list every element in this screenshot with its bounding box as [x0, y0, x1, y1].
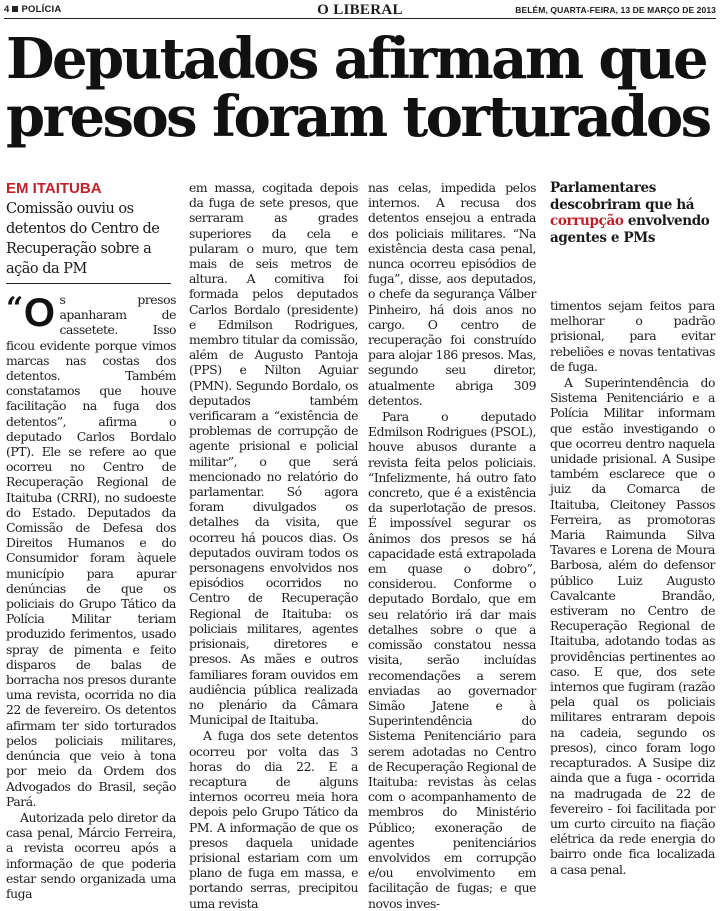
- body-paragraph: em massa, cogitada depois da fuga de sete presos, que serraram as grades superiores da cela e pularam o muro, que tem mais de seis metros de altura. A comitiva foi formada pelos deputados Carlos Bordalo (presidente) e Edmilson Rodrigues, membro titular da comissão, além de Augusto Pantoja (PPS) e Nilton Aguiar (PMN). Segundo Bordalo, os deputados também verificaram a “existência de problemas de corrupção de agente prisional e policial militar”, o que será mencionado no relatório do parlamentar. Só agora foram divulgados os detalhes da visita, que ocorreu há poucos dias. Os deputados ouviram todos os personagens envolvidos nos episódios ocorridos no Centro de Recuperação Regional de Itaituba: os policiais militares, agentes prisionais, diretores e presos. As mães e outros familiares foram ouvidos em audiência pública realizada no plenário da Câmara Municipal de Itaituba.: [189, 180, 358, 728]
- subhead-divider: [6, 283, 171, 284]
- headline-line-1: Deputados afirmam que: [6, 26, 707, 92]
- body-paragraph: Para o deputado Edmilson Rodrigues (PSOL), houve abusos durante a revista feita pelos policiais. “Infelizmente, há outro fato concreto, que é a existência da superlotação de presos. É impossível segurar os ânimos dos presos se há capacidade está extrapolada em quase o dobro”, considerou. Conforme o deputado Bordalo, que em seu relatório irá dar mais detalhes sobre o que a comissão constatou nessa visita, serão incluídas recomendações a serem enviadas ao governador Simão Jatene e à Superintendência do Sistema Penitenciário para serem adotadas no Centro de Recuperação Regional de Itaituba: revistas às celas com o acompanhamento de membros do Ministério Público; exoneração de agentes penitenciários envolvidos em corrupção e/ou envolvimento em facilitação de fugas; e que novos inves-: [368, 409, 536, 911]
- body-paragraph: [6, 292, 176, 809]
- pull-quote-text-end: envolvendo agentes e PMs: [550, 213, 710, 246]
- page-number: 4: [4, 4, 10, 15]
- body-paragraph: nas celas, impedida pelos internos. A recusa dos detentos ensejou a entrada dos policiais militares. “Na existência desta casa penal, nunca ocorreu episódios de fuga”, disse, aos deputados, o chefe da segurança Válber Pinheiro, há dois anos no cargo. O centro de recuperação foi construído para alojar 186 presos. Mas, segundo seu diretor, atualmente abriga 309 detentos.: [368, 180, 536, 408]
- body-text: s presos apanharam de cassetete. Isso ficou evidente porque vimos marcas nas costas dos detentos. Também constatamos que houve facilitação na fuga dos detentos”, afirma o deputado Carlos Bordalo (PT). Ele se refere ao que ocorreu no Centro de Recuperação Regional de Itaituba (CRRI), no sudoeste do Estado. Deputados da Comissão de Defesa dos Direitos Humanos e do Consumidor foram àquele município para apurar denúncias de que os policiais do Grupo Tático da Polícia Militar teriam produzido ferimentos, usado spray de pimenta e feito disparos de balas de borracha nos presos durante uma revista, ocorrida no dia 22 de fevereiro. Os detentos afirmam ter sido torturados pelos policiais militares, denúncia que veio à tona por meio da Ordem dos Advogados do Brasil, seção Pará.: [6, 292, 176, 809]
- body-paragraph: timentos sejam feitos para melhorar o padrão prisional, para evitar rebeliões e novas tentativas de fuga.: [550, 298, 715, 374]
- masthead: O LIBERAL: [317, 2, 403, 18]
- open-quote-mark: “: [6, 291, 23, 326]
- pull-quote-text: Parlamentares descobriram que há: [550, 180, 695, 213]
- subhead: Comissão ouviu os detentos do Centro de Recuperação sobre a ação da PM: [6, 201, 160, 277]
- drop-cap-letter: O: [23, 291, 55, 335]
- body-column-3: [368, 180, 536, 911]
- dateline: BELÉM, QUARTA-FEIRA, 13 DE MARÇO DE 2013: [515, 5, 716, 15]
- body-column-2: [189, 180, 358, 911]
- headline-line-2: presos foram torturados: [6, 84, 710, 150]
- headline: [6, 26, 718, 150]
- pull-quote: [550, 180, 715, 246]
- body-column-4: [550, 298, 715, 877]
- body-paragraph: A Superintendência do Sistema Penitenciário e a Polícia Militar informam que estão investigando o que ocorreu dentro naquela unidade prisional. A Susipe também esclarece que o juiz da Comarca de Itaituba, Cleitoney Passos Ferreira, as promotoras Maria Raimunda Silva Tavares e Lorena de Moura Barbosa, além do defensor público Luiz Augusto Cavalcante Brandão, estiveram no Centro de Recuperação Regional de Itaituba, adotando todas as providências pertinentes ao caso. E que, dos sete internos que fugiram (razão pela qual os policiais militares entraram depois na cadeia, segundo os presos), cinco foram logo recapturados. A Susipe diz ainda que a fuga - ocorrida na madrugada de 22 de fevereiro - foi facilitada por um curto circuito na fiação elétrica da rede energia do bairro onde fica localizada a casa penal.: [550, 375, 715, 877]
- kicker: EM ITAITUBA: [6, 180, 102, 197]
- section-name: POLÍCIA: [21, 4, 62, 15]
- body-paragraph: Autorizada pelo diretor da casa penal, Márcio Ferreira, a revista ocorreu após a informação de que poderia estar sendo organizada uma fuga: [6, 809, 176, 901]
- page-header: [4, 3, 716, 19]
- pull-quote-highlight: corrupção: [550, 213, 624, 229]
- body-column-1: [6, 291, 176, 901]
- drop-cap: [6, 291, 55, 335]
- body-paragraph: A fuga dos sete detentos ocorreu por volta das 3 horas do dia 22. E a recaptura de alguns internos ocorreu meia hora depois pelo Grupo Tático da PM. A informação de que os presos daquela unidade prisional estariam com um plano de fuga em massa, e portando serras, precipitou uma revista: [189, 728, 358, 911]
